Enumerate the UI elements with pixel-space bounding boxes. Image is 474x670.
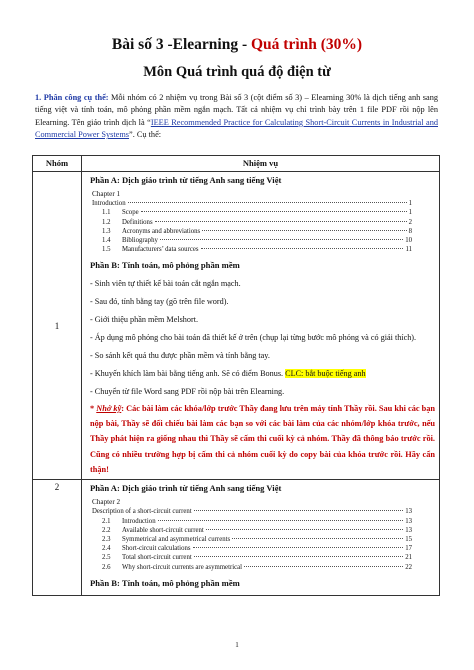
- part-a-heading: Phần A: Dịch giáo trình từ tiếng Anh sang tiếng Việt: [90, 175, 282, 185]
- task-item: - So sánh kết quả thu được phần mềm và tính bằng tay.: [90, 351, 270, 361]
- submit-item: - Chuyển từ file Word sang PDF rồi nộp bài trên Elearning.: [90, 386, 285, 396]
- toc-chapter: Chapter 1: [92, 190, 121, 198]
- warning-label: Nhớ kỹ: [96, 403, 122, 413]
- task-item: - Áp dụng mô phỏng cho bài toán đã thiết kế ở trên (chụp lại từng bước mô phỏng và có giải thích).: [90, 332, 417, 342]
- part-b-heading: Phần B: Tính toán, mô phỏng phần mềm: [90, 577, 240, 588]
- page-number: 1: [235, 641, 239, 649]
- group-number: 2: [33, 480, 82, 596]
- toc-row: 2.6 Why short-circuit currents are asymmetrical 22: [102, 563, 412, 571]
- toc-row: Description of a short-circuit current 13: [92, 508, 412, 516]
- task-table: [32, 155, 440, 596]
- document-title: Bài số 3 -Elearning - Quá trình (30%): [111, 36, 363, 53]
- task-cell: [82, 172, 440, 480]
- task-cell: [82, 480, 440, 596]
- toc-row: 1.5 Manufacturers’ data sources 11: [102, 246, 412, 254]
- table-header-row: [33, 156, 440, 172]
- warning-note: * Nhớ kỹ: Các bài làm các khóa/lớp trước Thầy đang lưu trên máy tính Thầy rồi. Sau khi các bạn nộp bài, Thầy sẽ đối chiếu bài làm các bạn so với các bài làm của các nhóm/lớp khóa trước, nếu Thầy phát hiện ra giống nhau thì Thầy sẽ cấm thi cuối kỳ cả nhóm. Thầy đã thông báo trước rồi. Cũng có nhiều trường hợp bị cấm thi cả nhóm cuối kỳ do copy bài của khóa trước rồi. Hãy cẩn thận!: [90, 403, 436, 474]
- textbook-link[interactable]: IEEE Recommended Practice for Calculating Short-Circuit Currents in Industrial and Commercial Power Systems: [35, 117, 438, 140]
- toc-row: 1.2 Definitions 2: [102, 218, 412, 226]
- toc-snippet: [92, 498, 412, 572]
- document-subtitle: Môn Quá trình quá độ điện từ: [143, 64, 331, 80]
- clc-highlight: CLC: bắt buộc tiếng anh: [285, 369, 366, 379]
- bonus-item: - Khuyến khích làm bài bằng tiếng anh. Sẽ có điểm Bonus. CLC: bắt buộc tiếng anh: [90, 369, 366, 379]
- header-group: Nhóm: [33, 156, 82, 172]
- toc-row: 2.3 Symmetrical and asymmetrical currents 15: [102, 536, 412, 543]
- table-row: [33, 172, 440, 480]
- toc-row: 2.1 Introduction 13: [102, 517, 412, 525]
- toc-row: 2.4 Short-circuit calculations 17: [102, 545, 412, 553]
- toc-chapter: Chapter 2: [92, 498, 121, 507]
- intro-text-1: Mỗi nhóm có 2 nhiệm vụ trong Bài số 3 (cột điểm số 3) – Elearning 30% là dịch tiếng anh sang tiếng việt và tính toán, mô phỏng phần mềm ngắn mạch. Tất cả nhiệm vụ chỉ trình bày trên 1 file PDF rồi nộp lên Elearning. Tên giáo trình dịch là “: [35, 93, 438, 127]
- header-task: Nhiệm vụ: [82, 156, 440, 172]
- toc-row: 1.4 Bibliography 10: [102, 237, 412, 245]
- part-b-heading: Phần B: Tính toán, mô phỏng phần mềm: [90, 260, 240, 271]
- toc-row: 2.5 Total short-circuit current 21: [102, 554, 412, 562]
- toc-row: 2.2 Available short-circuit current 13: [102, 526, 412, 534]
- title-weight: Quá trình (30%): [250, 36, 363, 53]
- task-item: - Giới thiệu phần mềm Melshort.: [90, 315, 199, 325]
- toc-row: Introduction 1: [92, 200, 412, 208]
- task-item: - Sinh viên tự thiết kế bài toán cắt ngắn mạch.: [90, 279, 241, 289]
- table-row: [33, 480, 440, 596]
- toc-row: 1.1 Scope 1: [102, 209, 412, 217]
- intro-text-2: ”. Cụ thể:: [129, 130, 162, 140]
- toc-row: 1.3 Acronyms and abbreviations 8: [102, 227, 412, 235]
- group-number: 1: [33, 172, 82, 480]
- intro-lead: 1. Phân công cụ thể:: [35, 93, 109, 102]
- toc-snippet: [92, 190, 412, 254]
- assignment-intro: [35, 92, 438, 142]
- part-a-heading: Phần A: Dịch giáo trình từ tiếng Anh sang tiếng Việt: [90, 483, 282, 494]
- task-item: - Sau đó, tính bằng tay (gõ trên file word).: [90, 297, 229, 307]
